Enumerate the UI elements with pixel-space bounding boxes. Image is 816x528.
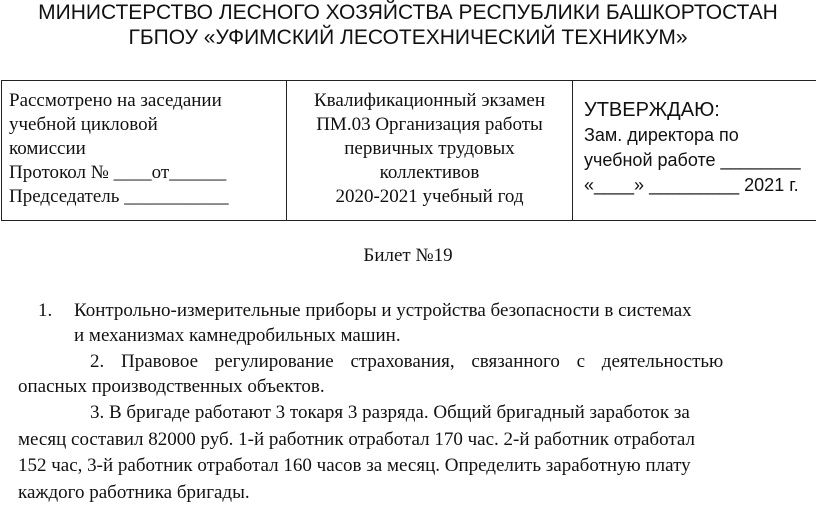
exam-line: ПМ.03 Организация работы xyxy=(316,114,543,135)
approval-cell xyxy=(573,81,816,220)
protocol-line: Протокол № ____от______ xyxy=(9,162,227,183)
question-3-line: месяц составил 82000 руб. 1-й работник отработал 170 час. 2-й работник отработал xyxy=(18,429,695,450)
question-3-line: каждого работника бригады. xyxy=(18,482,250,503)
question-1 xyxy=(38,297,692,325)
ministry-title: МИНИСТЕРСТВО ЛЕСНОГО ХОЗЯЙСТВА РЕСПУБЛИКИ БАШКОРТОСТАН xyxy=(38,1,778,24)
exam-line: Квалификационный экзамен xyxy=(313,90,546,111)
approval-line: учебной работе ________ xyxy=(584,150,801,170)
approval-title: УТВЕРЖДАЮ: xyxy=(584,99,720,121)
question-3: 3. В бригаде работают 3 токаря 3 разряда. Общий бригадный заработок за xyxy=(90,402,690,423)
approval-date-line: «____» _________ 2021 г. xyxy=(584,175,799,195)
question-1-number: 1. xyxy=(38,300,53,321)
academic-year: 2020-2021 учебный год xyxy=(335,186,524,207)
ticket-title: Билет №19 xyxy=(363,245,453,266)
question-3-line: 152 час, 3-й работник отработал 160 часов за месяц. Определить заработную плату xyxy=(18,455,691,476)
review-line: комиссии xyxy=(9,138,86,159)
exam-line: коллективов xyxy=(379,162,480,183)
exam-cell xyxy=(287,81,573,220)
review-line: учебной цикловой xyxy=(9,114,158,135)
school-title: ГБПОУ «УФИМСКИЙ ЛЕСОТЕХНИЧЕСКИЙ ТЕХНИКУМ» xyxy=(128,26,688,49)
approval-table xyxy=(1,80,816,221)
chairman-line: Председатель ___________ xyxy=(9,186,229,207)
question-2-continuation: опасных производственных объектов. xyxy=(18,376,325,397)
exam-line: первичных трудовых xyxy=(344,138,515,159)
review-cell xyxy=(2,81,287,220)
review-line: Рассмотрено на заседании xyxy=(9,90,222,111)
approval-line: Зам. директора по xyxy=(584,125,739,145)
question-2: 2. Правовое регулирование страхования, связанного с деятельностью xyxy=(90,351,724,372)
question-1-continuation: и механизмах камнедробильных машин. xyxy=(74,325,401,346)
question-1-text: Контрольно-измерительные приборы и устройства безопасности в системах xyxy=(74,300,692,321)
